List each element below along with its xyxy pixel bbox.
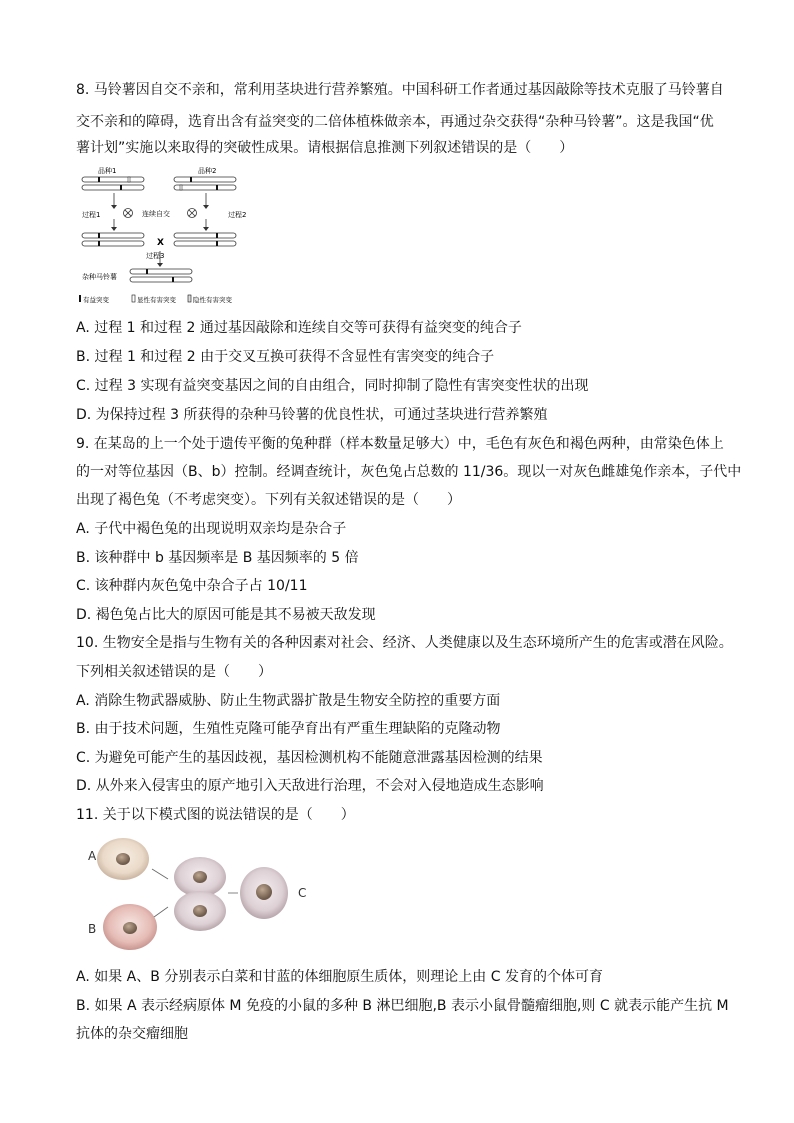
label-process3: 过程3 (146, 252, 165, 260)
q8-option-c: C. 过程 3 实现有益突变基因之间的自由组合，同时抑制了隐性有害突变性状的出现 (76, 378, 589, 394)
label-cell-a: A (88, 849, 97, 863)
q9-stem-line-3: 出现了褐色兔（不考虑突变）。下列有关叙述错误的是（ ） (76, 492, 461, 508)
q10-stem-line-2: 下列相关叙述错误的是（ ） (76, 664, 272, 680)
chromosome-breeding-diagram (76, 163, 251, 308)
legend-dominant-harmful: 显性有害突变 (137, 296, 176, 304)
label-variety2: 品种2 (198, 167, 217, 175)
label-process1: 过程1 (82, 211, 101, 219)
q11-option-a: A. 如果 A、B 分别表示白菜和甘蓝的体细胞原生质体，则理论上由 C 发育的个体可育 (76, 969, 603, 985)
q9-option-b: B. 该种群中 b 基因频率是 B 基因频率的 5 倍 (76, 550, 359, 566)
q9-option-d: D. 褐色兔占比大的原因可能是其不易被天敌发现 (76, 607, 376, 623)
q10-option-b: B. 由于技术问题，生殖性克隆可能孕育出有严重生理缺陷的克隆动物 (76, 721, 501, 737)
legend-beneficial: 有益突变 (83, 296, 109, 304)
label-cell-b: B (88, 922, 97, 936)
q11-option-b-line-1: B. 如果 A 表示经病原体 M 免疫的小鼠的多种 B 淋巴细胞,B 表示小鼠骨髓瘤细胞,则 C 就表示能产生抗 M (76, 998, 729, 1014)
cell-fusion-diagram (86, 835, 326, 950)
q10-option-a: A. 消除生物武器威胁、防止生物武器扩散是生物安全防控的重要方面 (76, 693, 501, 709)
q8-stem-line-3: 薯计划”实施以来取得的突破性成果。请根据信息推测下列叙述错误的是（ ） (76, 140, 574, 156)
q8-option-b: B. 过程 1 和过程 2 由于交叉互换可获得不含显性有害突变的纯合子 (76, 349, 495, 365)
q10-option-d: D. 从外来入侵害虫的原产地引入天敌进行治理，不会对入侵地造成生态影响 (76, 778, 544, 794)
label-cell-c: C (298, 886, 307, 900)
label-variety1: 品种1 (98, 167, 117, 175)
label-hybrid: 杂种马铃薯 (82, 273, 117, 281)
label-cross: X (157, 238, 164, 248)
q9-stem-line-2: 的一对等位基因（B、b）控制。经调查统计，灰色兔占总数的 11/36。现以一对灰色雌雄兔作亲本，子代中 (76, 464, 742, 480)
q9-stem-line-1: 9. 在某岛的上一个处于遗传平衡的兔种群（样本数量足够大）中，毛色有灰色和褐色两种，由常染色体上 (76, 436, 724, 452)
q8-option-d: D. 为保持过程 3 所获得的杂种马铃薯的优良性状，可通过茎块进行营养繁殖 (76, 407, 548, 423)
q11-option-b-line-2: 抗体的杂交瘤细胞 (76, 1026, 188, 1042)
q10-stem-line-1: 10. 生物安全是指与生物有关的各种因素对社会、经济、人类健康以及生态环境所产生的危害或潜在风险。 (76, 635, 733, 651)
q9-option-c: C. 该种群内灰色兔中杂合子占 10/11 (76, 578, 308, 594)
label-process2: 过程2 (228, 211, 247, 219)
q10-option-c: C. 为避免可能产生的基因歧视，基因检测机构不能随意泄露基因检测的结果 (76, 750, 543, 766)
q11-stem: 11. 关于以下模式图的说法错误的是（ ） (76, 807, 355, 823)
q8-option-a: A. 过程 1 和过程 2 通过基因敲除和连续自交等可获得有益突变的纯合子 (76, 320, 522, 336)
q8-stem-line-1: 8. 马铃薯因自交不亲和，常利用茎块进行营养繁殖。中国科研工作者通过基因敲除等技术克服了马铃薯自 (76, 82, 724, 98)
q9-option-a: A. 子代中褐色兔的出现说明双亲均是杂合子 (76, 521, 347, 537)
q8-stem-line-2: 交不亲和的障碍，选育出含有益突变的二倍体植株做亲本，再通过杂交获得“杂种马铃薯”。这是我国“优 (76, 114, 714, 130)
legend-recessive-harmful: 隐性有害突变 (193, 296, 232, 304)
label-selfing: 连续自交 (142, 210, 170, 218)
